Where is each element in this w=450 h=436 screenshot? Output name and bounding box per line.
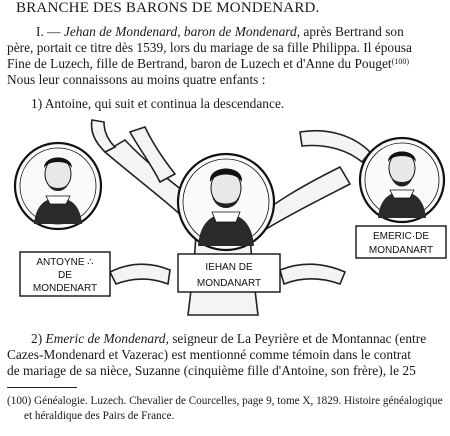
medallion-antoyne	[15, 143, 101, 229]
item-2-line-3: de mariage de sa nièce, Suzanne (cinquième fille d'Antoine, son frère), le 25	[7, 363, 416, 378]
medallion-label-emeric	[356, 226, 446, 258]
footnote-line-1: (100) Généalogie. Luzech. Chevalier de Courcelles, page 9, tome X, 1829. Histoire généalogique	[7, 395, 443, 407]
paragraph-1-line-3-text: Fine de Luzech, fille de Bertrand, baron de Luzech et d'Anne du Pouget	[7, 56, 392, 71]
paragraph-1-prefix: I. —	[36, 24, 64, 39]
medallion-label-antoyne	[20, 252, 110, 296]
item-2-line-1	[31, 331, 426, 347]
paragraph-1-line-1-rest: après Bertrand son	[300, 24, 404, 39]
footnote-line-2: et héraldique des Pairs de France.	[24, 410, 175, 422]
label-antoyne-line-3: MONDENART	[32, 283, 98, 294]
label-emeric-line-1: EMERIC·DE	[372, 231, 430, 242]
item-2-line-2: Cazes-Mondenard et Vazerac) est mentionné comme témoin dans le contrat	[7, 347, 411, 362]
paragraph-1-line-1	[36, 24, 404, 40]
item-2-line-1-rest: seigneur de La Peyrière et de Montannac (entre	[168, 331, 427, 346]
label-antoyne-line-2: DE	[58, 270, 72, 281]
family-tree-illustration	[0, 112, 450, 322]
item-2-prefix: 2)	[31, 331, 46, 346]
medallion-label-iehan	[178, 254, 280, 292]
item-1: 1) Antoine, qui suit et continua la descendance.	[31, 96, 285, 111]
label-iehan-line-1	[205, 262, 253, 273]
paragraph-1-line-3	[7, 56, 409, 72]
label-iehan-line-2: MONDANART	[196, 278, 262, 289]
medallion-emeric	[360, 138, 444, 222]
paragraph-1-name: Jehan de Mondenard, baron de Mondenard,	[63, 24, 301, 39]
label-emeric-line-2: MONDANART	[368, 245, 434, 256]
label-antoyne-line-1: ANTOYNE ∴	[36, 257, 94, 268]
medallion-iehan	[178, 154, 274, 250]
paragraph-1-line-2: père, portait ce titre dès 1539, lors du mariage de sa fille Philippa. Il épousa	[7, 40, 412, 55]
footnote-separator	[7, 387, 77, 388]
footnote-reference: (100)	[391, 57, 409, 66]
label-iehan-given-name: IEHAN	[205, 262, 236, 273]
item-2-name: Emeric de Mondenard,	[45, 331, 169, 346]
label-iehan-particle: DE	[238, 262, 253, 273]
paragraph-1-line-4: Nous leur connaissons au moins quatre enfants :	[7, 72, 266, 87]
section-heading: BRANCHE DES BARONS DE MONDENARD.	[16, 0, 320, 16]
